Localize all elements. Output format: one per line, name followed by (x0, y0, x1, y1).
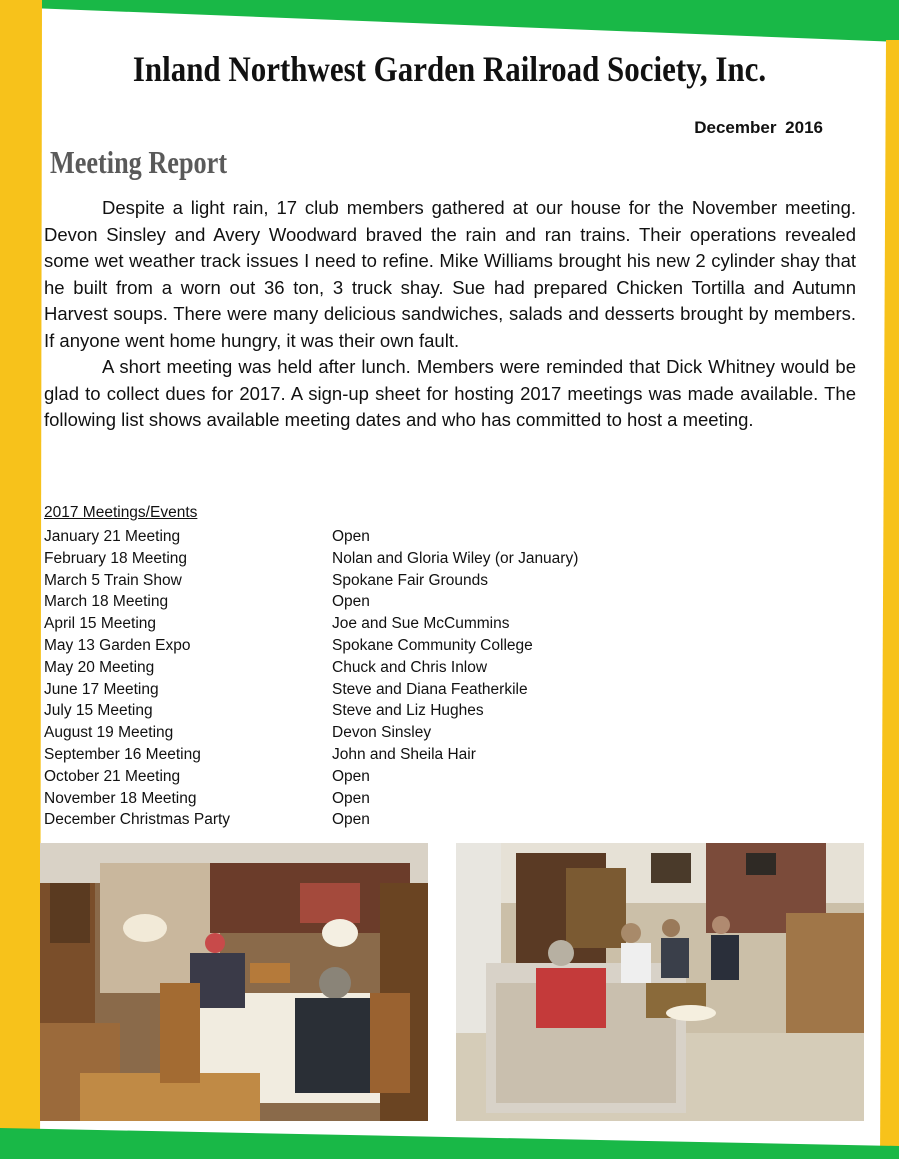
event-date: September 16 Meeting (44, 745, 201, 763)
frame-right-yellow (880, 40, 899, 1159)
event-host: Open (332, 767, 370, 785)
section-heading: Meeting Report (50, 144, 228, 180)
event-date: June 17 Meeting (44, 680, 159, 698)
frame-bottom-green (0, 1128, 899, 1159)
issue-date: December 2016 (694, 118, 823, 137)
event-host: Steve and Liz Hughes (332, 702, 484, 720)
report-paragraph: Despite a light rain, 17 club members gathered at our house for the November meeting. Devon Sinsley and Avery Woodward braved the rain and ran trains. Their operations revealed some wet weather track issues I need to refine. Mike Williams brought his new 2 cylinder shay that he built from a worn out 36 ton, 3 truck shay. Sue had prepared Chicken Tortilla and Autumn Harvest soups. There were many delicious sandwiches, salads and desserts brought by members. If anyone went home hungry, it was their own fault. (44, 197, 856, 351)
event-host: Chuck and Chris Inlow (332, 658, 488, 676)
event-row (44, 722, 684, 744)
event-date: March 5 Train Show (44, 571, 182, 589)
living-room-photo (456, 843, 864, 1121)
event-host: Devon Sinsley (332, 724, 432, 742)
event-host: Open (332, 528, 370, 545)
event-date: May 13 Garden Expo (44, 636, 191, 654)
event-host: Steve and Diana Featherkile (332, 680, 528, 698)
event-date: July 15 Meeting (44, 702, 153, 720)
event-host: Open (332, 811, 370, 829)
event-host: Spokane Fair Grounds (332, 571, 488, 589)
event-row (44, 788, 684, 810)
frame-top-green (30, 0, 899, 42)
event-row (44, 635, 684, 657)
newsletter-title: Inland Northwest Garden Railroad Society, Inc. (132, 49, 767, 89)
event-row (44, 679, 684, 701)
event-date: January 21 Meeting (44, 528, 181, 545)
event-host: Open (332, 789, 370, 807)
event-host: Open (332, 593, 370, 611)
event-date: October 21 Meeting (44, 767, 181, 785)
event-date: February 18 Meeting (44, 549, 188, 567)
event-host: Spokane Community College (332, 636, 533, 654)
events-heading: 2017 Meetings/Events (44, 504, 198, 521)
event-host: Joe and Sue McCummins (332, 615, 510, 633)
event-host: John and Sheila Hair (332, 745, 476, 763)
event-row (44, 766, 684, 788)
frame-left-yellow (0, 0, 42, 1159)
events-list (44, 526, 684, 831)
event-row (44, 809, 684, 831)
dining-room-photo (40, 843, 428, 1121)
event-row (44, 570, 684, 592)
event-date: May 20 Meeting (44, 658, 155, 676)
event-date: April 15 Meeting (44, 615, 157, 633)
event-row (44, 526, 684, 548)
event-date: August 19 Meeting (44, 724, 174, 742)
event-row (44, 744, 684, 766)
event-date: November 18 Meeting (44, 789, 197, 807)
meeting-report-body (44, 195, 856, 434)
event-date: December Christmas Party (44, 811, 231, 829)
event-row (44, 657, 684, 679)
event-row (44, 548, 684, 570)
event-row (44, 591, 684, 613)
event-row (44, 613, 684, 635)
event-row (44, 700, 684, 722)
event-host: Nolan and Gloria Wiley (or January) (332, 549, 579, 567)
event-date: March 18 Meeting (44, 593, 169, 611)
report-paragraph: A short meeting was held after lunch. Members were reminded that Dick Whitney would be glad to collect dues for 2017. A sign-up sheet for hosting 2017 meetings was made available. The following list shows available meeting dates and who has committed to host a meeting. (44, 356, 856, 430)
